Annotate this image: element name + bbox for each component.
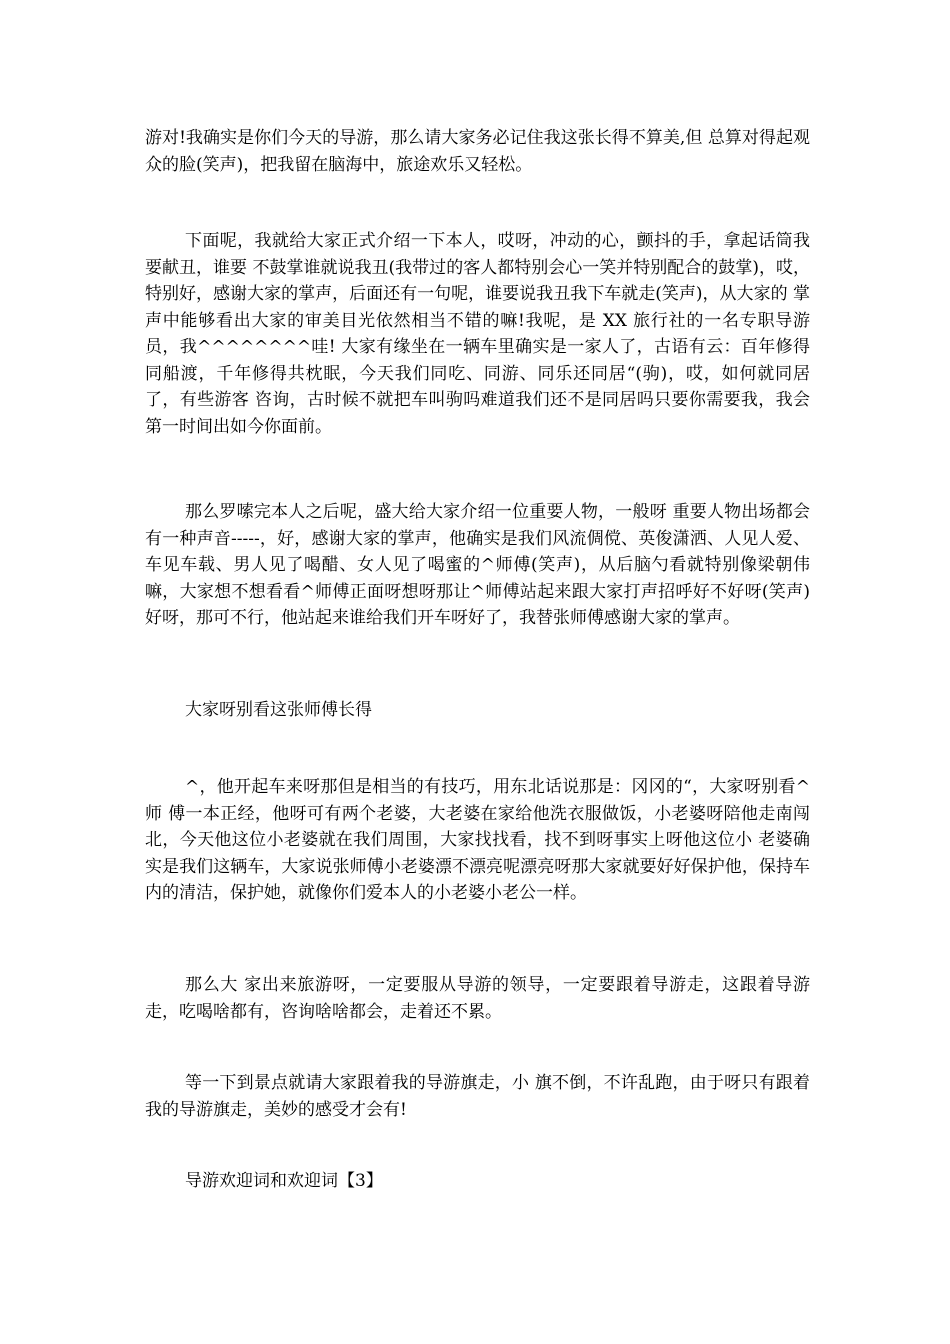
paragraph-2: 下面呢，我就给大家正式介绍一下本人，哎呀，冲动的心，颤抖的手，拿起话筒我要献丑，谁要 不鼓掌谁就说我丑(我带过的客人都特别会心一笑并特别配合的鼓掌)，哎，特别好，感谢大家的掌声，后面还有一句呢，谁要说我丑我下车就走(笑声)，从大家的 掌声中能够看出大家的审美目光依然相当不错的嘛!我呢，是 XX 旅行社的一名专职导游员，我^^^^^^^^哇! 大家有缘坐在一辆车里确实是一家人了，古语有云：百年修得同船渡，千年修得共枕眠，今天我们同吃、同游、同乐还同居“(驹)，哎，如何就同居了，有些游客 咨询，古时候不就把车叫驹吗难道我们还不是同居吗只要你需要我，我会第一时间出如今你面前。 [145, 231, 810, 437]
paragraph-4: 大家呀别看这张师傅长得 [185, 700, 372, 720]
paragraph-3: 那么罗嗦完本人之后呢，盛大给大家介绍一位重要人物，一般呀 重要人物出场都会有一种声音-----，好，感谢大家的掌声，他确实是我们风流倜傥、英俊潇洒、人见人爱、车见车载、男人见了喝醋、女人见了喝蜜的^师傅(笑声)，从后脑勺看就特别像梁朝伟嘛，大家想不想看看^师傅正面呀想呀那让^师傅站起来跟大家打声招呼好不好呀(笑声)好呀，那可不行，他站起来谁给我们开车呀好了，我替张师傅感谢大家的掌声。 [145, 502, 810, 628]
section-heading: 导游欢迎词和欢迎词【3】 [185, 1171, 383, 1191]
paragraph-6: 那么大 家出来旅游呀，一定要服从导游的领导，一定要跟着导游走，这跟着导游走，吃喝啥都有，咨询啥啥都会，走着还不累。 [145, 975, 810, 1022]
paragraph-1: 游对!我确实是你们今天的导游，那么请大家务必记住我这张长得不算美,但 总算对得起观众的脸(笑声)，把我留在脑海中，旅途欢乐又轻松。 [145, 128, 810, 175]
paragraph-5: ^，他开起车来呀那但是相当的有技巧，用东北话说那是：冈冈的“，大家呀别看^师 傅一本正经，他呀可有两个老婆，大老婆在家给他洗衣服做饭，小老婆呀陪他走南闯北，今天他这位小老婆就在我们周围，大家找找看，找不到呀事实上呀他这位小 老婆确实是我们这辆车，大家说张师傅小老婆漂不漂亮呢漂亮呀那大家就要好好保护他，保持车内的清洁，保护她，就像你们爱本人的小老婆小老公一样。 [145, 777, 810, 903]
paragraph-7: 等一下到景点就请大家跟着我的导游旗走，小 旗不倒，不许乱跑，由于呀只有跟着我的导游旗走，美妙的感受才会有! [145, 1073, 810, 1120]
